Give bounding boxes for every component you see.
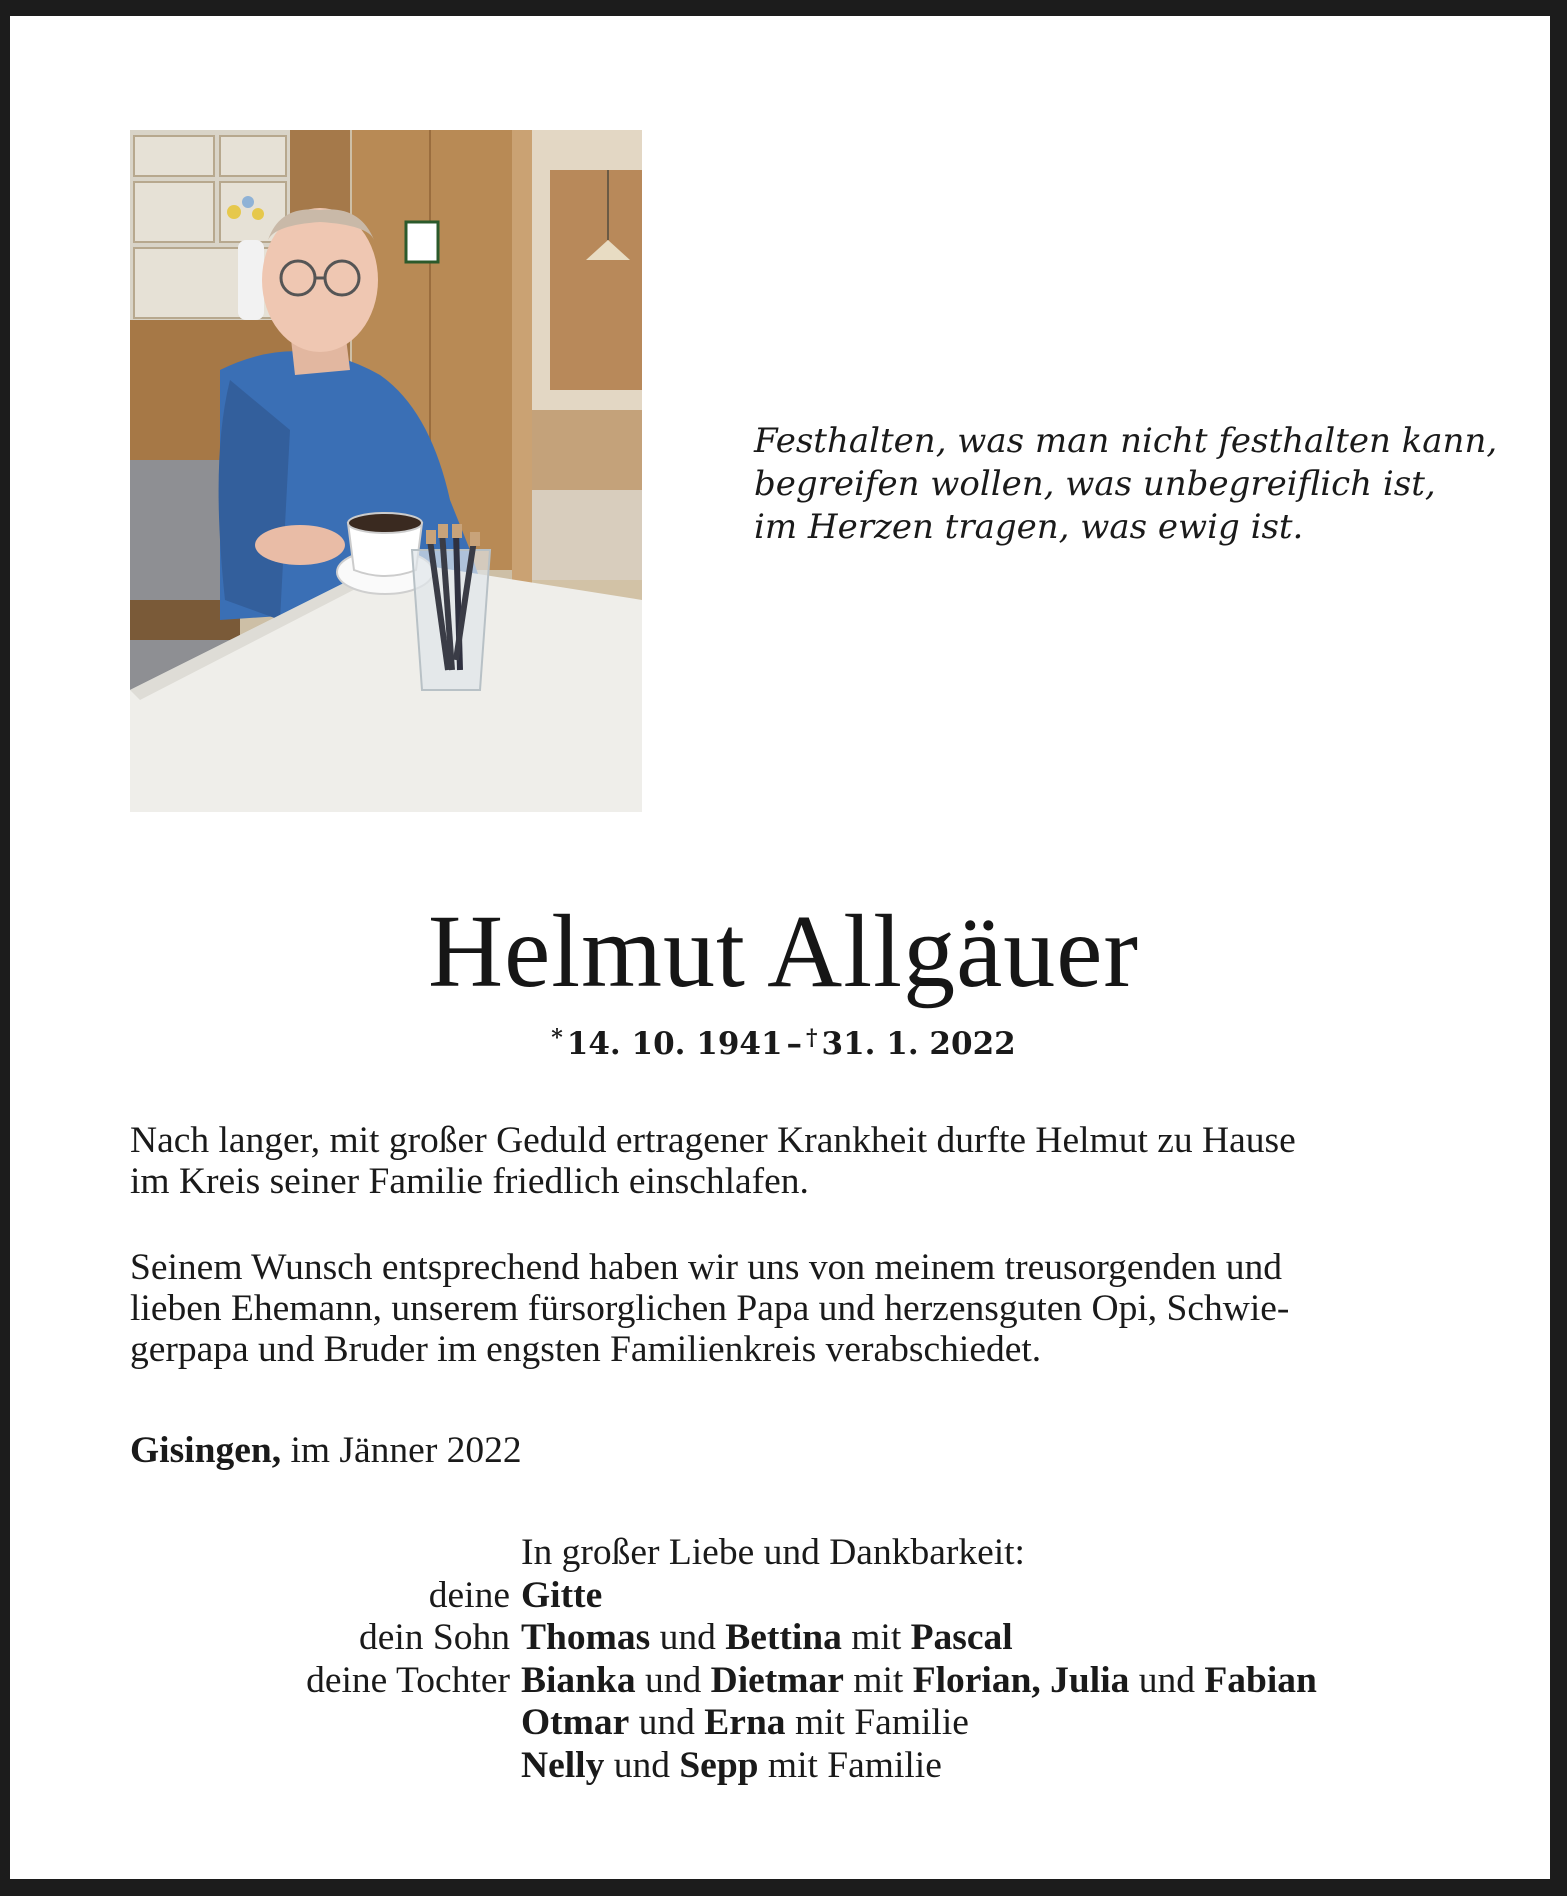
mourner-row (0, 1660, 1567, 1703)
mourner-relation: dein Sohn (358, 1617, 510, 1658)
mourner-names (521, 1660, 1317, 1703)
mourner-connector: mit (841, 1617, 911, 1658)
memorial-quote (754, 420, 1498, 549)
mourner-connector: mit (843, 1659, 913, 1701)
mourner-name: Sepp (679, 1744, 759, 1786)
mourner-row (0, 1745, 1567, 1788)
mourner-name: Fabian (1204, 1659, 1317, 1701)
mourner-connector: und (604, 1744, 680, 1786)
date-dash: – (786, 1026, 803, 1062)
mourner-connector: und (629, 1702, 705, 1743)
death-date: 31. 1. 2022 (821, 1026, 1016, 1062)
mourner-name: Erna (704, 1702, 786, 1743)
mourner-names (521, 1745, 942, 1788)
mourner-name: Thomas (521, 1617, 651, 1658)
paragraph-line: gerpapa und Bruder im engsten Familienkreis verabschiedet. (130, 1329, 1042, 1370)
birth-date: 14. 10. 1941 (566, 1026, 783, 1062)
mourner-relation: deine Tochter (306, 1659, 510, 1701)
quote-line: Festhalten, was man nicht festhalten kann, (754, 421, 1498, 461)
farewell-paragraph (130, 1247, 1450, 1370)
mourner-name: Florian, Julia (912, 1659, 1130, 1701)
mourner-connector: mit Familie (758, 1744, 942, 1786)
paragraph-line: Nach langer, mit großer Geduld ertragener Krankheit durfte Helmut zu Hause (130, 1120, 1296, 1161)
mourners-intro: In großer Liebe und Dankbarkeit: (521, 1532, 1025, 1573)
mourner-row (0, 1702, 1567, 1745)
deceased-name: Helmut Allgäuer (427, 894, 1140, 1009)
mourner-names (521, 1702, 969, 1745)
mourner-names (521, 1575, 602, 1618)
paragraph-line: lieben Ehemann, unserem fürsorglichen Papa und herzensguten Opi, Schwie- (130, 1288, 1290, 1329)
life-dates (0, 1018, 1567, 1064)
mourner-connector: und (1129, 1659, 1205, 1701)
mourner-connector: und (650, 1617, 726, 1658)
mourner-row (0, 1617, 1567, 1660)
mourner-name: Gitte (521, 1574, 603, 1616)
mourners-intro-row (0, 1532, 1567, 1575)
mourner-connector: mit Familie (785, 1702, 969, 1743)
mourner-relation: deine (428, 1574, 510, 1616)
quote-line: begreifen wollen, was unbegreiflich ist, (754, 464, 1436, 504)
place-date (130, 1430, 522, 1471)
birth-symbol: * (551, 1025, 563, 1051)
mourner-name: Bianka (521, 1659, 636, 1701)
mourner-name: Bettina (725, 1617, 842, 1658)
place-name: Gisingen, (130, 1430, 282, 1471)
quote-line: im Herzen tragen, was ewig ist. (754, 507, 1304, 547)
paragraph-line: Seinem Wunsch entsprechend haben wir uns von meinem treusorgenden und (130, 1247, 1283, 1288)
mourner-name: Otmar (521, 1702, 630, 1743)
mourner-name: Dietmar (710, 1659, 844, 1701)
death-symbol: † (806, 1025, 818, 1051)
portrait-photo (130, 130, 642, 812)
mourner-row (0, 1575, 1567, 1618)
mourner-name: Pascal (910, 1617, 1013, 1658)
mourner-name: Nelly (521, 1744, 605, 1786)
paragraph-line: im Kreis seiner Familie friedlich einschlafen. (130, 1161, 809, 1202)
place-month: im Jänner 2022 (281, 1430, 522, 1471)
announcement-paragraph (130, 1120, 1450, 1202)
mourner-connector: und (635, 1659, 711, 1701)
mourners-list (0, 1532, 1567, 1787)
mourner-names (521, 1617, 1013, 1660)
